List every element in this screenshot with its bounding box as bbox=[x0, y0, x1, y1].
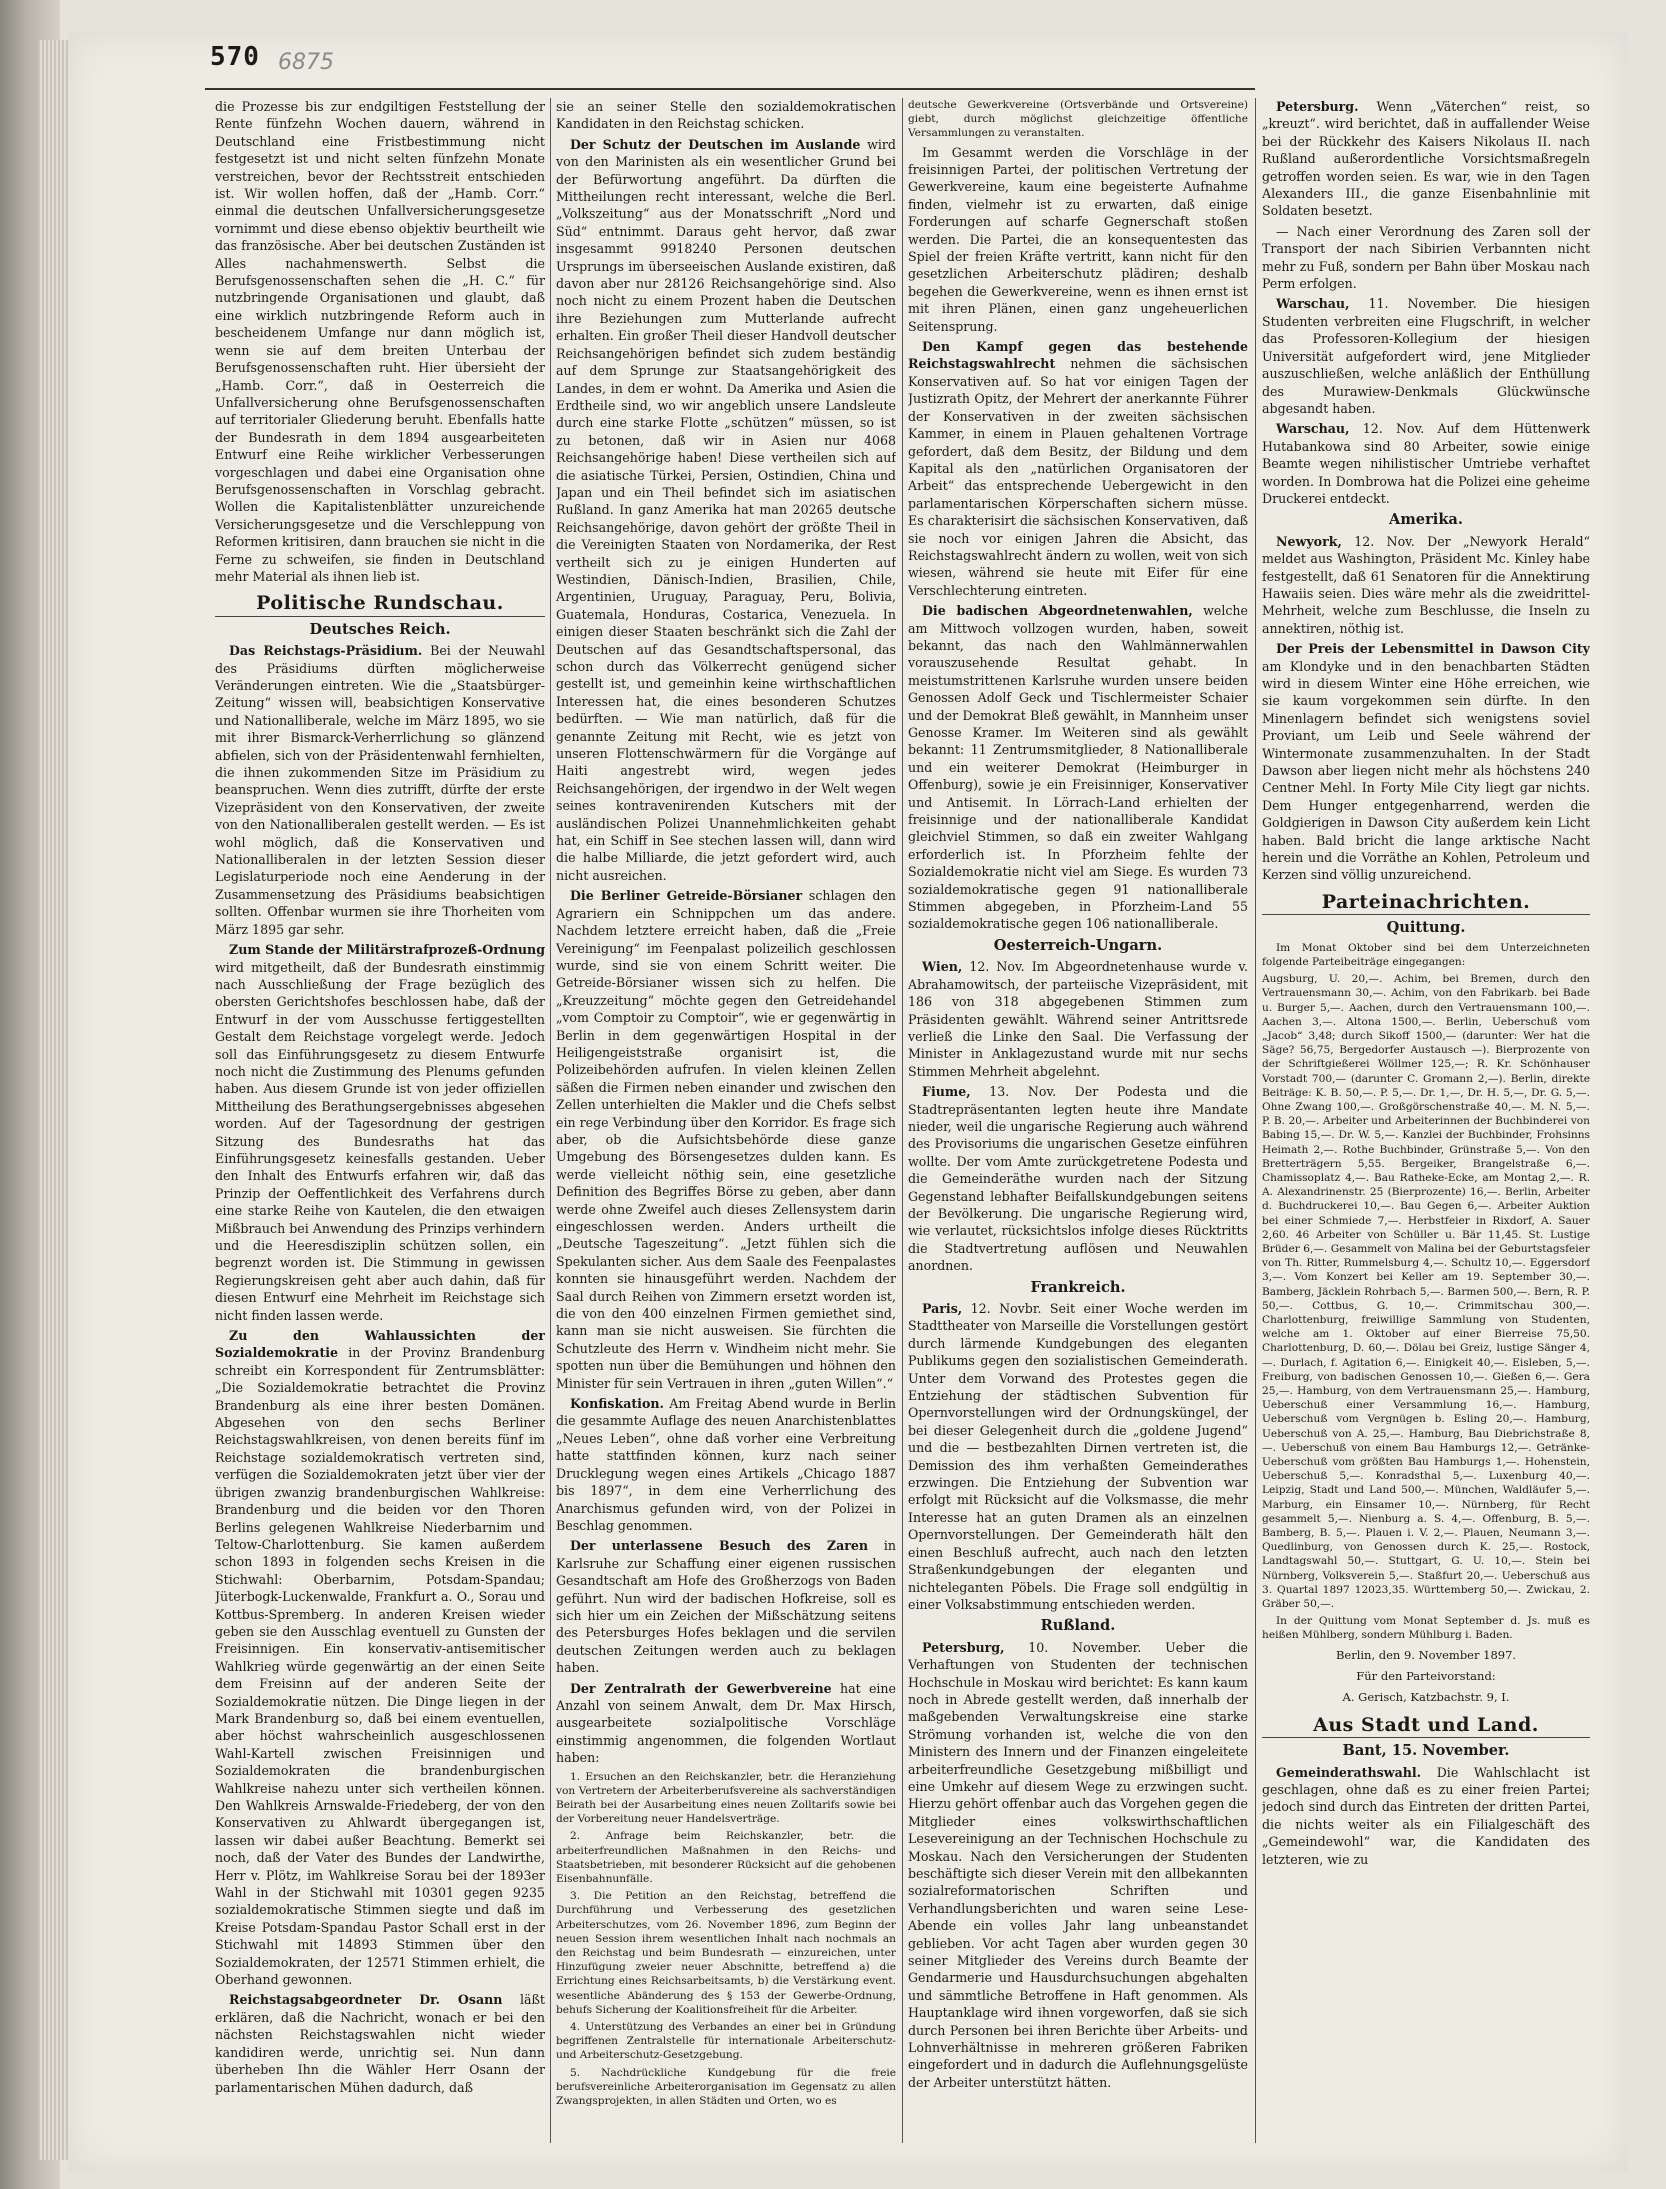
article-text: Am Freitag Abend wurde in Berlin die gesammte Auflage des neuen Anarchistenblattes „Neues Leben“, ohne daß vorher eine Verbreitung hatte stattfinden können, kurz nach seiner Drucklegung wegen eines Artikels „Chicago 1887 bis 1897“, in dem eine Verherrlichung des Anarchismus gefunden wird, von der Polizei in Beschlag genommen. bbox=[556, 1396, 896, 1533]
signature-date: Berlin, den 9. November 1897. bbox=[1335, 1647, 1517, 1662]
article-text: hat eine Anzahl von seinem Anwalt, dem Dr. Max Hirsch, ausgearbeitete sozialpolitische Vorschläge einstimmig angenommen, die folgenden Wortlaut haben: bbox=[556, 1680, 896, 1766]
section-title: Parteinachrichten. bbox=[1262, 894, 1590, 915]
article bbox=[215, 1327, 545, 1988]
numbered-item: 2. Anfrage beim Reichskanzler, betr. die arbeiterfreundlichen Maßnahmen in den Reichs- und Staatsbetrieben, mit besonderer Rücksicht auf die gehobenen Eisenbahnunfälle. bbox=[556, 1830, 896, 1886]
article-text: in Karlsruhe zur Schaffung einer eigenen russischen Gesandtschaft am Hofe des Großherzogs von Baden geführt. Nun wird der badischen Hofkreise, soll es sich hier um ein Zeichen der Mißschätzung seitens des Petersburges Hofes beklagen und die servilen deutschen Zeitungen werden auch zu beklagen haben. bbox=[556, 1538, 896, 1676]
article bbox=[908, 958, 1248, 1080]
column-rule bbox=[550, 98, 551, 2143]
subsection-title: Rußland. bbox=[1040, 1617, 1116, 1635]
subsection-title: Oesterreich-Ungarn. bbox=[993, 936, 1163, 954]
article-text: 12. Nov. Im Abgeordnetenhause wurde v. Abrahamowitsch, der parteiische Vizepräsident, mit 186 von 318 abgegebenen Stimmen zum Präsidenten gewählt. Während seiner Antrittsrede verließ die Linke den Saal. Die Verfassung der Minister in Anklagezustand wurde mit nur sechs Stimmen Mehrheit abgelehnt. bbox=[908, 959, 1248, 1079]
article-lead: Paris, bbox=[922, 1301, 963, 1317]
article-text: Bei der Neuwahl des Präsidiums dürften möglicherweise Veränderungen eintreten. Wie die „Staatsbürger-Zeitung“ wissen will, beabsichtigen Konservative und Nationalliberale, welche im März 1895, wo sie mit ihrer Bismarck-Verherrlichung so glänzend abfielen, sich von der Präsidentenwahl fernhielten, die ihnen zukommenden Sitze im Präsidium zu beanspruchen. Wenn dies zutrifft, dürfte der erste Vizepräsident von den Konservativen, der zweite von den Nationalliberalen gestellt werden. — Es ist wohl möglich, daß die Konservativen und Nationalliberalen in der letzten Session dieser Legislaturperiode noch eine Aenderung in der Zusammensetzung des Präsidiums beabsichtigen sollten. Offenbar wurmen sie ihre Thorheiten vom März 1895 gar sehr. bbox=[215, 643, 545, 937]
numbered-item: 5. Nachdrückliche Kundgebung für die freie berufsvereinliche Arbeiterorganisation im Gegensatz zu allen Zwangsprojekten, in allen Städten und Orten, wo es bbox=[556, 2066, 896, 2108]
article-lead: Warschau, bbox=[1276, 421, 1350, 437]
subsection-title: Amerika. bbox=[1389, 511, 1463, 529]
numbered-item: 4. Unterstützung des Verbandes an einer bei in Gründung begriffenen Zentralstelle für internationale Arbeiterschutz- und Arbeiterschutz-Gesetzgebung. bbox=[556, 2021, 896, 2062]
article bbox=[1262, 420, 1590, 507]
article-lead: Fiume, bbox=[922, 1084, 971, 1100]
signature-label: Für den Parteivorstand: bbox=[1356, 1669, 1496, 1684]
article bbox=[215, 941, 545, 1324]
article bbox=[1262, 533, 1590, 637]
article-lead: Die Berliner Getreide-Börsianer bbox=[570, 888, 803, 904]
pencil-annotation: 6875 bbox=[278, 50, 334, 75]
article bbox=[908, 1639, 1248, 2092]
article bbox=[1262, 98, 1590, 220]
paragraph: Im Monat Oktober sind bei dem Unterzeichneten folgende Parteibeiträge eingegangen: bbox=[1262, 941, 1590, 968]
article-lead: Zum Stande der Militärstrafprozeß-Ordnung bbox=[229, 942, 545, 958]
article-lead: Der Schutz der Deutschen im Auslande bbox=[570, 136, 861, 152]
article-lead: Reichstagsabgeordneter Dr. Osann bbox=[229, 1992, 503, 2008]
article-text: 12. Novbr. Seit einer Woche werden im Stadttheater von Marseille die Vorstellungen gestört durch lärmende Kundgebungen des eleganten Publikums gegen den sozialistischen Gemeinderath. Unter dem Vorwand des Protestes gegen die Entziehung der städtischen Subvention für Opernvorstellungen wird der Ordnungsküngel, der bei dieser Gelegenheit durch die „goldene Jugend“ und die — bestbezahlten Dirnen vertreten ist, die Demission des ihm verhaßten Gemeinderathes erzwingen. Die Entziehung der Subvention war erfolgt mit Rücksicht auf die Volksmasse, die mehr Interesse hat an guten Dramen als an einzelnen Opernvorstellungen. Der Gemeinderath hält den einen Beschluß aufrecht, auch nach den letzten Straßenkundgebungen der eleganten und nichteleganten Pöbels. Die Frage soll endgültig in einer Volksabstimmung entschieden werden. bbox=[908, 1301, 1248, 1612]
article bbox=[1262, 295, 1590, 417]
article-lead: Newyork, bbox=[1276, 533, 1342, 549]
column-rule bbox=[1255, 98, 1256, 2143]
article-lead: Gemeinderathswahl. bbox=[1276, 1764, 1422, 1780]
column-2 bbox=[556, 98, 896, 2143]
paragraph: deutsche Gewerkvereine (Ortsverbände und Ortsvereine) giebt, durch möglichst gleichzeitige öffentliche Versammlungen zu veranstalten. bbox=[908, 99, 1248, 140]
article bbox=[556, 887, 896, 1392]
section-title: Aus Stadt und Land. bbox=[1262, 1717, 1590, 1738]
article bbox=[908, 1083, 1248, 1274]
column-rule bbox=[902, 98, 903, 2143]
article bbox=[215, 642, 545, 938]
article-text: 10. November. Ueber die Verhaftungen von Studenten der technischen Hochschule in Moskau wird berichtet: Es kann kaum noch in Abrede gestellt werden, daß innerhalb der maßgebenden Verwaltungskreise eine starke Strömung vorhanden ist, welche die von den Ministern des Innern und der Finanzen eingeleitete arbeiterfreundliche Gesetzgebung mißbilligt und eine Umkehr auf diesem Wege zu erzwingen sucht. Hierzu gehört offenbar auch das Vorgehen gegen die Mitglieder eines volkswirthschaftlichen Lesevereinigung an der Technischen Hochschule zu Moskau. Nach den Versicherungen der Studenten beschäftigte sich dieser Verein mit den allbekannten sozialreformatorischen Schriften und Verhandlungsberichten und waren seine Lese-Abende ein volles Jahr lang unbeanstandet geblieben. Vor acht Tagen aber wurden gegen 30 seiner Mitglieder des Vereins durch Beamte der Gendarmerie und Hausdurchsuchungen abgehalten und sämmtliche Betroffene in Haft genommen. Als Hauptanklage wird ihnen vorgeworfen, daß sie sich durch Personen bei ihren Berichte über Arbeits- und Lohnverhältnisse in mehreren größeren Fabriken eingefordert und in dadurch die Auflehnungsgelüste der Arbeiter unterstützt hätten. bbox=[908, 1639, 1248, 2090]
signature-name: A. Gerisch, Katzbachstr. 9, I. bbox=[1342, 1690, 1510, 1705]
article-lead: Die badischen Abgeordnetenwahlen, bbox=[922, 603, 1193, 619]
article-text: Die Wahlschlacht ist geschlagen, ohne daß es zu einer freien Partei; jedoch sind durch das Eintreten der dritten Partei, die nichts weiter als ein Filialgeschäft des „Gemeindewohl“ war, die Kandidaten des letzteren, wie zu bbox=[1262, 1764, 1590, 1867]
article-text: in der Provinz Brandenburg schreibt ein Korrespondent für Zentrumsblätter: „Die Sozialdemokratie betrachtet die Provinz Brandenburg als eine ihrer besten Domänen. Abgesehen von den sechs Berliner Reichstagswahlkreisen, von denen bereits fünf im Reichstage sozialdemokratisch vertreten sind, verfügen die Sozialdemokraten jetzt über vier der übrigen zwanzig brandenburgischen Wahlkreise: Brandenburg und die beiden vor den Thoren Berlins gelegenen Wahlkreise Niederbarnim und Teltow-Charlottenburg. Sie kamen außerdem schon 1893 in folgenden sechs Kreisen in die Stichwahl: Oberbarnim, Potsdam-Spandau; Jüterbogk-Luckenwalde, Frankfurt a. O., Sorau und Kottbus-Spremberg. In anderen Kreisen wieder geben sie den Ausschlag eventuell zu Gunsten der Freisinnigen. Ein konservativ-antisemitischer Wahlkrieg würde gegenwärtig an der einen Seite dem Freisinn auf der anderen Seite der Sozialdemokratie nützen. Die Dinge liegen in der Mark Brandenburg so, daß bei einem eventuellen, aber höchst wahrscheinlich ausgeschlossenen Wahl-Kartell zwischen Freisinnigen und Sozialdemokraten die brandenburgischen Wahlkreise nahezu unter sich vertheilen können. Den Wahlkreis Arnswalde-Friedeberg, der von den Konservativen zu Ahlwardt übergegangen ist, lassen wir dabei außer Beachtung. Bemerkt sei noch, daß der Vater des Bundes der Landwirthe, Herr v. Plötz, im Wahlkreise Sorau bei der 1893er Wahl in der Stichwahl mit 10301 gegen 9235 sozialdemokratische Stimmen siegte und daß im Kreise Potsdam-Spandau Pastor Schall erst in der Stichwahl mit 14893 Stimmen über den Sozialdemokraten, der 12571 Stimmen erhielt, die Oberhand gewonnen. bbox=[215, 1345, 545, 1988]
subsection-title: Frankreich. bbox=[1030, 1278, 1126, 1296]
article-text: nehmen die sächsischen Konservativen auf. So hat vor einigen Tagen der Justizrath Opitz, der Mehrert der anerkannte Führer der Konservativen in der zweiten sächsischen Kammer, in einem in Plauen gehaltenen Vortrage gefordert, daß dem Besitz, der Bildung und dem Kapital als den „natürlichen Organisatoren der Arbeit“ das entsprechende Uebergewicht in den parlamentarischen Körperschaften sichern müsse. Es charakterisirt die sächsischen Konservativen, daß sie noch vor einigen Jahren die Absicht, das Reichstagswahlrecht ändern zu wollen, weit von sich wiesen, während sie heute mit Eifer für eine Verschlechterung eintreten. bbox=[908, 356, 1248, 598]
article bbox=[556, 1537, 896, 1676]
article-lead: Der Zentralrath der Gewerbvereine bbox=[570, 1680, 832, 1696]
column-3 bbox=[908, 98, 1248, 2143]
header-rule bbox=[205, 88, 1255, 90]
column-4 bbox=[1262, 98, 1590, 2143]
article bbox=[215, 1991, 545, 2095]
article-lead: Konfiskation. bbox=[570, 1396, 664, 1412]
column-1 bbox=[215, 98, 545, 2143]
section-title: Politische Rundschau. bbox=[215, 595, 545, 616]
article-lead: Petersburg, bbox=[922, 1639, 1005, 1655]
article-lead: Der Preis der Lebensmittel in Dawson City bbox=[1276, 641, 1590, 657]
article bbox=[556, 1680, 896, 1767]
article-text: welche am Mittwoch vollzogen wurden, haben, soweit bekannt, das nach den Wahlmännerwahlen vorauszusehende Resultat gehabt. In meistumstrittenen Karlsruhe wurden unsere beiden Genossen Adolf Geck und Tischlermeister Schaier und der Demokrat Bleß gewählt, in Mannheim unser Genosse Kramer. Im Weiteren sind als gewählt bekannt: 11 Zentrumsmitglieder, 8 Nationalliberale und ein weiterer Demokrat (Heimburger in Offenburg), sowie je ein Freisinniger, Konservativer und Antisemit. In Lörrach-Land erhielten der freisinnige und der nationalliberale Kandidat gleichviel Stimmen, so daß ein zweiter Wahlgang erforderlich ist. In Pforzheim fehlte der Sozialdemokratie nicht viel am Siege. Es wurden 73 sozialdemokratische gegen 91 nationalliberale Stimmen abgegeben, in Pforzheim-Land 55 sozialdemokratische gegen 106 nationalliberale. bbox=[908, 603, 1248, 932]
article-text: läßt erklären, daß die Nachricht, wonach er bei den nächsten Reichstagswahlen nicht wieder kandidiren werde, unrichtig sei. Nun dann überheben Ihn die Wähler Herr Osann der parlamentarischen Mühen dadurch, daß bbox=[215, 1992, 545, 2095]
article bbox=[1262, 640, 1590, 884]
article bbox=[556, 1395, 896, 1534]
paragraph: Augsburg, U. 20,—. Achim, bei Bremen, durch den Vertrauensmann 30,—. Achim, von den Fabrikarb. bei Bade u. Burger 5,—. Aachen, durch den Vertrauensmann 100,—. Aachen 3,—. Altona 1500,—. Berlin, Ueberschuß vom „Jacob“ 3,48; durch Sikoff 1500,— (darunter: Wer hat die Säge? 56,75, Bergedorfer Austausch —). Bierprozente von der Schriftgießerei Wöllmer 125,—; R. Kr. Schönhauser Vorstadt 700,— (darunter C. Gromann 2,—). Berlin, direkte Beiträge: K. B. 50,—. P. 5,—. Dr. 1,—, Dr. H. 5,—, Dr. G. 5,—. Ohne Zwang 100,—. Großgörschenstraße 40,—. M. N. 5,—. P. B. 20,—. Arbeiter und Arbeiterinnen der Buchbinderei von Babing 15,—. Dr. W. 5,—. Kanzlei der Buchbinder, Frohsinns Heimath 2,—. Rothe Buchbinder, Grünstraße 5,—. Von den Bretterträgern 5,55. Bergeiker, Brangelstraße 6,—. Chamissoplatz 4,—. Bau Ratheke-Ecke, am Montag 2,—. R. A. Alexandrinenstr. 25 (Bierprozente) 16,—. Berlin, Arbeiter d. Buchdruckerei 10,—. Bau Gegen 6,—. Arbeiter Auktion bei einer Schmiede 7,—. Herbstfeier in Rixdorf, A. Sauer 2,60. 46 Arbeiter von Schüller u. Bär 11,45. St. Lustige Brüder 6,—. Gesammelt von Malina bei der Geburtstagsfeier von Th. Ritter, Rummelsburg 4,—. Schultz 10,—. Eggersdorf 3,—. Vom Konzert bei Keller am 19. September 30,—. Bamberg, Jäcklein Rohrbach 5,—. Barmen 500,—. Bern, R. P. 50,—. Cottbus, G. 10,—. Crimmitschau 300,—. Charlottenburg, freiwillige Sammlung von Studenten, welche am 1. Oktober auf einer Bierreise 75,50. Charlottenburg, D. 60,—. Dölau bei Greiz, lustige Sänger 4,—. Durlach, f. Agitation 6,—. Einigkeit 40,—. Eisleben, 5,—. Freiburg, von badischen Genossen 10,—. Gießen 6,—. Gera 25,—. Hamburg, von dem Vertrauensmann 25,—. Hamburg, Ueberschuß einer Versammlung 16,—. Hamburg, Ueberschuß vom Vergnügen b. Esling 20,—. Hamburg, Ueberschuß von A. 25,—. Hamburg, Bau Diebrichstraße 8,—. Ueberschuß von einem Bau Hamburgs 12,—. Getränke-Ueberschuß vom größten Bau Hamburgs 1,—. Hohenstein, Ueberschuß 5,—. Konradsthal 5,—. Luxenburg 40,—. Leipzig, Stadt und Land 500,—. München, Waldläufer 5,—. Marburg, ein Einsamer 10,—. Nürnberg, für Recht gesammelt 5,—. Nienburg a. S. 4,—. Offenburg, B. 5,—. Bamberg, B. 5,—. Plauen i. V. 2,—. Plauen, Neumann 3,—. Quedlinburg, von Genossen durch K. 25,—. Rostock, Landtagswahl 50,—. Stuttgart, G. U. 10,—. Stein bei Nürnberg, Volksverein 5,—. Staßfurt 20,—. Ueberschuß aus 3. Quartal 1897 12023,35. Württemberg 50,—. Zwickau, 2. Gräber 50,—. bbox=[1262, 973, 1590, 1611]
article-lead: Petersburg. bbox=[1276, 99, 1359, 114]
paragraph: die Prozesse bis zur endgiltigen Feststellung der Rente fünfzehn Wochen dauern, während in Deutschland eine Fristbestimmung nicht festgesetzt ist und nicht selten fünfzehn Monate verstreichen, bevor der Rechtsstreit entschieden ist. Wir wollen hoffen, daß der „Hamb. Corr.“ einmal die deutschen Unfallversicherungsgesetze vornimmt und diese ebenso objektiv beurtheilt wie das französische. Aber bei deutschen Zuständen ist Alles nachahmenswerth. Selbst die Berufsgenossenschaften sehen die „H. C.“ für nutzbringende Organisationen und glaubt, daß eine wirklich nutzbringende Reform auch in bescheidenem Umfange nur dann möglich ist, wenn sie auf dem breiten Unterbau der Berufsgenossenschaften ruht. Hier übersieht der „Hamb. Corr.“, daß in Oesterreich die Unfallversicherung ohne Berufsgenossenschaften auf territorialer Gliederung beruht. Ebenfalls hatte der Bundesrath in dem 1894 ausgearbeiteten Entwurf eine Reihe wirklicher Verbesserungen vorgeschlagen und dabei eine Organisation ohne Berufsgenossenschaften in Vorschlag gebracht. Wollen die Kapitalistenblätter unzureichende Versicherungsgesetze und die Verschleppung von Reformen kritisiren, dann brauchen sie nicht in die Ferne zu schweifen, sie finden in Deutschland mehr Material als ihnen lieb ist. bbox=[215, 99, 545, 584]
numbered-item: 1. Ersuchen an den Reichskanzler, betr. die Heranziehung von Vertretern der Arbeiterberufsvereine als sachverständigen Beirath bei der Ausarbeitung eines neuen Zolltarifs sowie bei der Vorbereitung neuer Handelsverträge. bbox=[556, 1770, 896, 1826]
paragraph: Im Gesammt werden die Vorschläge in der freisinnigen Partei, der politischen Vertretung der Gewerkvereine, kaum eine begeisterte Aufnahme finden, vielmehr ist zu erwarten, daß einige Forderungen auf scharfe Gegnerschaft stoßen werden. Die Partei, die an konsequentesten das Spiel der freien Kräfte vertritt, kann nicht für den gesetzlichen Arbeiterschutz plädiren; deshalb begehen die Gewerkvereine, wenn es ihnen ernst ist mit ihren Plänen, einen ganz ungeheuerlichen Seitensprung. bbox=[908, 144, 1248, 334]
numbered-item: 3. Die Petition an den Reichstag, betreffend die Durchführung und Verbesserung des gesetzlichen Arbeiterschutzes, vom 26. November 1896, zum Beginn der neuen Session ihrem wesentlichen Inhalt nach nochmals an den Reichstag und beim Bundesrath — einzureichen, unter Hinzufügung zweier neuer Abschnitte, betreffend a) die Errichtung eines Reichsarbeitsamts, b) die Verstärkung event. wesentliche Abänderung des § 153 der Gewerbe-Ordnung, behufs Sicherung der Koalitionsfreiheit für die Arbeiter. bbox=[556, 1890, 896, 2016]
article-text: 13. Nov. Der Podesta und die Stadtrepräsentanten legten heute ihre Mandate nieder, weil die ungarische Regierung auch während des Provisoriums die ungarischen Gesetze einführen wollte. Der vom Amte zurückgetretene Podesta und die Gemeinderäthe wurden nach der Sitzung Gegenstand lebhafter Beifallskundgebungen seitens der Bevölkerung. Die ungarische Regierung wird, wie verlautet, rücksichtslos infolge dieses Rücktritts die Stadtvertretung auflösen und Neuwahlen anordnen. bbox=[908, 1084, 1248, 1274]
paragraph: sie an seiner Stelle den sozialdemokratischen Kandidaten in den Reichstag schicken. bbox=[556, 99, 896, 132]
dateline: Bant, 15. November. bbox=[1342, 1742, 1510, 1760]
article-lead: Warschau, bbox=[1276, 296, 1350, 312]
article-text: Wenn „Väterchen“ reist, so „kreuzt“. wird berichtet, daß in auffallender Weise bei der Rückkehr des Kaisers Nikolaus II. nach Rußland außerordentliche Vorsichtsmaßregeln getroffen worden seien. Es war, wie in den Tagen Alexanders III., die ganze Eisenbahnlinie mit Soldaten besetzt. bbox=[1262, 99, 1590, 219]
article bbox=[908, 602, 1248, 933]
article-text: schlagen den Agrariern ein Schnippchen um das andere. Nachdem letztere erreicht haben, daß die „Freie Vereinigung“ im Feenpalast polizeilich geschlossen wurde, sind sie von einem Schritt weiter. Die Getreide-Börsianer wissen sich zu helfen. Die „Kreuzzeitung“ möchte gegen den Getreidehandel „vom Comptoir zu Comptoir“, wie er gegenwärtig in Berlin in dem gegenwärtigen Hospital in der Heiligengeiststraße organisirt ist, die Polizeibehörden aufrufen. In vielen kleinen Zellen säßen die Firmen neben einander und zwischen den Zellen unterhielten die Makler und die Chefs selbst ein rege Verbindung über den Korridor. Es frage sich aber, ob die Aufsichtsbehörde diese ganze Umgebung des Börsengesetzes dulden kann. Es werde vielleicht nöthig sein, eine gesetzliche Definition des Begriffes Börse zu geben, aber dann werde ohne Zweifel auch dieses Zellensystem darin eingeschlossen werden. Anders urtheilt die „Deutsche Tageszeitung“. „Jetzt fühlen sich die Spekulanten sicher. Aus dem Saale des Feenpalastes konnten sie hinausgeführt werden. Nachdem der Saal durch Reihen von Zimmern ersetzt worden ist, die von den 400 einzelnen Firmen gemiethet sind, kann man sie nicht ausweisen. Sie fürchten die Schutzleute des Herrn v. Windheim nicht mehr. Sie spotten nun über die Bemühungen und höhnen den Minister für sein Vertrauen in ihren „guten Willen“.“ bbox=[556, 888, 896, 1391]
article-text: am Klondyke und in den benachbarten Städten wird in diesem Winter eine Höhe erreichen, wie sie kaum vorgekommen sein dürfte. In den Minenlagern befindet sich wenigstens soviel Proviant, um Leib und Seele während der Wintermonate zusammenzuhalten. In der Stadt Dawson aber liegen nicht mehr als höchstens 240 Centner Mehl. In Forty Mile City liegt gar nichts. Dem Hunger entgegenharrend, werden die Goldgierigen in Dawson City außerdem kein Licht haben. Bald bricht die lange arktische Nacht herein und die Vorräthe an Kohlen, Petroleum und Kerzen sind völlig unzureichend. bbox=[1262, 658, 1590, 883]
article-text: 11. November. Die hiesigen Studenten verbreiten eine Flugschrift, in welcher das Professoren-Kollegium der hiesigen Universität aufgefordert wird, jene Mitglieder auszuschließen, welche anläßlich der Enthüllung des Murawiew-Denkmals Glückwünsche abgesandt haben. bbox=[1262, 296, 1590, 416]
article-lead: Den Kampf gegen das bestehende Reichstagswahlrecht bbox=[908, 339, 1248, 372]
page-edges bbox=[38, 40, 70, 2160]
article-text: 12. Nov. Der „Newyork Herald“ meldet aus Washington, Präsident Mc. Kinley habe festgestellt, daß 61 Senatoren für die Annektirung Hawaiis seien. Dies wäre mehr als die zweidrittel-Mehrheit, welche zum Beschlusse, die Inseln zu annektiren, nöthig ist. bbox=[1262, 533, 1590, 636]
article bbox=[556, 136, 896, 884]
article-lead: Zu den Wahlaussichten der Sozialdemokratie bbox=[215, 1328, 545, 1361]
article-text: wird mitgetheilt, daß der Bundesrath einstimmig nach Ausschließung der Frage bezüglich des obersten Gerichtshofes beschlossen habe, daß der Entwurf in der vom Ausschusse fertiggestellten Gestalt dem Reichstage vorgelegt werde. Jedoch soll das Einführungsgesetz zu diesem Entwurfe noch nicht die Zustimmung des Plenums gefunden haben. Aus diesem Grunde ist von jeder offiziellen Mittheilung des Berathungsergebnisses abgesehen worden. Auf der Tagesordnung der gestrigen Sitzung des Bundesraths hat das Einführungsgesetz keinesfalls gestanden. Ueber den Inhalt des Entwurfs erfahren wir, daß das Prinzip der Oeffentlichkeit des Verfahrens durch eine starke Reihe von Kautelen, die den etwaigen Mißbrauch bei Anwendung des Prinzips verhindern und die Heeresdisziplin schützen sollen, ein begrenzt worden ist. Die Stimmung in gewissen Regierungskreisen geht aber auch dahin, daß für diesen Entwurf eine Mehrheit im Reichstage sich nicht finden lassen werde. bbox=[215, 959, 545, 1323]
subsection-title: Quittung. bbox=[1386, 919, 1466, 937]
paragraph: In der Quittung vom Monat September d. Js. muß es heißen Mühlberg, sondern Mühlburg i. Baden. bbox=[1262, 1615, 1590, 1642]
page-number: 570 bbox=[210, 42, 260, 72]
article-text: wird von den Marinisten als ein wesentlicher Grund bei der Befürwortung angeführt. Da dürften die Mittheilungen recht interessant, welche die Berl. „Volkszeitung“ aus der Monatsschrift „Nord und Süd“ entnimmt. Daraus geht hervor, daß zwar insgesammt 9918240 Personen deutschen Ursprungs im überseeischen Auslande existiren, daß davon aber nur 28126 Reichsangehörige sind. Also noch nicht zu einem Prozent haben die Deutschen ihre Beziehungen zum Mutterlande aufrecht erhalten. Ein großer Theil dieser Handvoll deutscher Reichsangehörigen befindet sich zudem beständig auf dem Sprunge zur Staatsangehörigkeit des Landes, in dem er wohnt. Da Amerika und Asien die Erdtheile sind, wo wir angeblich unsere Landsleute durch eine starke Flotte „schützen“ müssen, so ist zu betonen, daß wir in Asien nur 4068 Reichsangehörige haben! Diese vertheilen sich auf die asiatische Türkei, Persien, Ostindien, China und Japan und ein Theil befindet sich im asiatischen Rußland. In ganz Amerika hat man 20265 deutsche Reichsangehörige, davon gehört der größte Theil in die Vereinigten Staaten von Nordamerika, der Rest vertheilt sich zu je einigen Hunderten auf Westindien, Dänisch-Indien, Brasilien, Chile, Argentinien, Uruguay, Paraguay, Peru, Bolivia, Guatemala, Honduras, Costarica, Venezuela. In einigen dieser Staaten beschränkt sich die Zahl der Deutschen auf das Gesandtschaftspersonal, das schon durch das Völkerrecht genügend sicher gestellt ist, und gemeinhin keine wirthschaftlichen Interessen hat, die eines besonderen Schutzes bedürften. — Wie man natürlich, daß für die genannte Zeitung mit Recht, wie es jetzt von unseren Flottenschwärmern für die Vorgänge auf Haiti angestrebt wird, wegen jedes Reichsangehörigen, der irgendwo in der Welt wegen seines kontravenirenden Kutschers mit der ausländischen Polizei Unannehmlichkeiten gehabt hat, ein Schiff in See stechen lassen will, dann wird die halbe Milliarde, die jetzt gefordert wird, auch nicht ausreichen. bbox=[556, 136, 896, 883]
article-lead: Das Reichstags-Präsidium. bbox=[229, 643, 423, 659]
article bbox=[908, 1300, 1248, 1613]
article bbox=[1262, 1764, 1590, 1868]
paragraph: — Nach einer Verordnung des Zaren soll der Transport der nach Sibirien Verbannten nicht mehr zu Fuß, sondern per Bahn über Moskau nach Perm erfolgen. bbox=[1262, 223, 1590, 292]
article-lead: Wien, bbox=[922, 959, 963, 975]
subsection-title: Deutsches Reich. bbox=[309, 620, 451, 638]
article-lead: Der unterlassene Besuch des Zaren bbox=[570, 1538, 869, 1554]
article bbox=[908, 338, 1248, 599]
article-text: 12. Nov. Auf dem Hüttenwerk Hutabankowa sind 80 Arbeiter, sowie einige Beamte wegen nihilistischer Umtriebe verhaftet worden. In Dombrowa hat die Polizei eine geheime Druckerei entdeckt. bbox=[1262, 421, 1590, 506]
